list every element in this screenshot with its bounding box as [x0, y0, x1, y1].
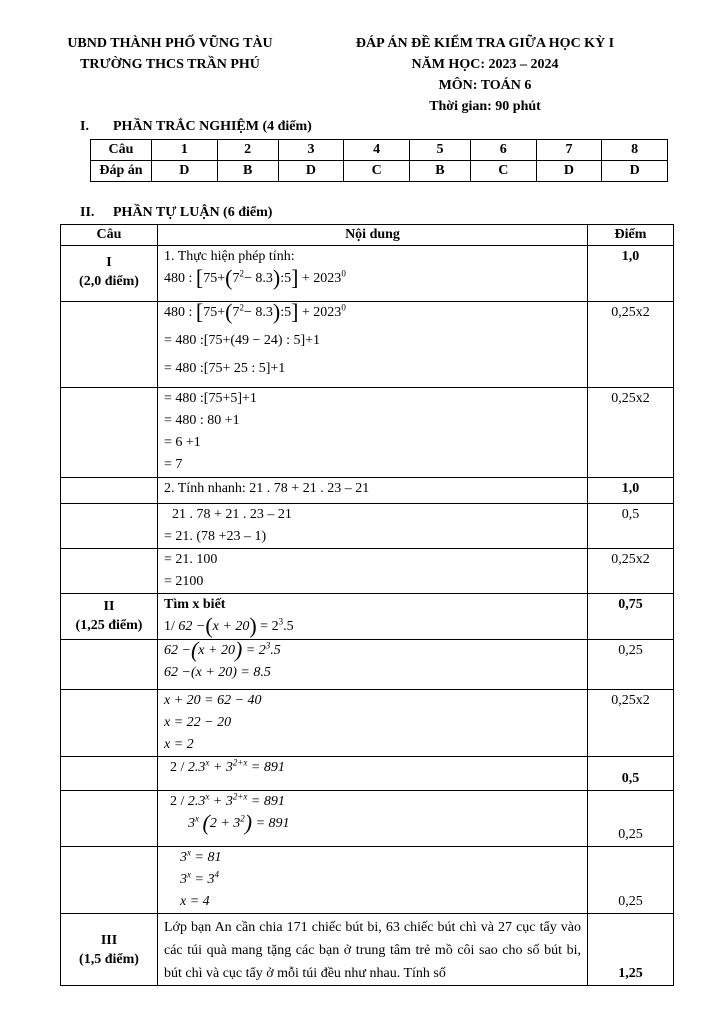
mc-question: 4 [344, 140, 410, 161]
mc-answer: B [217, 161, 278, 182]
mc-answer: D [278, 161, 344, 182]
subject: MÔN: TOÁN 6 [438, 78, 532, 93]
table-row [61, 549, 674, 594]
section1-heading [80, 119, 312, 135]
table-header-row [61, 225, 674, 246]
mc-answer: C [470, 161, 536, 182]
content-cell [158, 847, 588, 914]
mc-answer: D [152, 161, 218, 182]
question-cell [61, 594, 158, 640]
score-cell: 0,5 [588, 504, 674, 549]
content-cell [158, 690, 588, 757]
mc-question: 6 [470, 140, 536, 161]
table-row [61, 914, 674, 986]
question-number: III [100, 933, 118, 948]
mc-question: 5 [409, 140, 470, 161]
question-points: (1,25 điểm) [75, 618, 143, 633]
content-cell [158, 637, 588, 690]
content-cell [158, 246, 588, 302]
step-line: x + 20 = 62 − 40 [164, 693, 262, 708]
score-cell: 0,25x2 [588, 549, 674, 594]
expression: 480 : [$75+(7^2-$ 8.3):5] + $2023^0$ [164, 299, 346, 324]
mc-question-label: Câu [91, 140, 152, 161]
equation: $62 -(x + 20) = 2^3.5$ [164, 637, 281, 662]
duration: Thời gian: 90 phút [429, 99, 541, 114]
mc-question: 1 [152, 140, 218, 161]
content-cell [158, 388, 588, 478]
content-cell [158, 299, 588, 388]
step-line: 62 −(x + 20) = 8.5 [164, 665, 271, 680]
score-cell: 0,25 [588, 640, 674, 690]
header-right [330, 36, 640, 115]
score-cell: 0,25 [588, 791, 674, 847]
score-cell: 0,25x2 [588, 690, 674, 757]
step-line: 3$^x$ $(2 + 3^2) = 891$ [188, 810, 290, 835]
problem-text: Lớp bạn An cần chia 171 chiếc bút bi, 63 chiếc bút chì và 27 cục tẩy vào các túi quà mang tặng các bạn ở trung tâm trẻ mồ côi sao cho số bút bi, bút chì và cục tẩy ở mỗi túi đều như nhau. Tính số [164, 920, 581, 981]
table-row [61, 690, 674, 757]
mc-question: 3 [278, 140, 344, 161]
equation: $2 / 2.3^x + 3^{2+x} = 891$ [170, 757, 285, 775]
school-name: TRƯỜNG THCS TRẦN PHÚ [80, 57, 260, 72]
table-row [61, 246, 674, 302]
step-line: x = 22 − 20 [164, 715, 232, 730]
step-line: = 480 : 80 +1 [164, 413, 240, 428]
content-cell [158, 549, 588, 594]
table-row [61, 302, 674, 388]
question-number: II [103, 599, 115, 614]
mc-question: 2 [217, 140, 278, 161]
table-row [61, 594, 674, 640]
question-cell [61, 246, 158, 302]
mc-question: 8 [602, 140, 668, 161]
table-row [61, 388, 674, 478]
score-cell: 0,25 [588, 847, 674, 914]
step-line: = 480 :[75+ 25 : 5]+1 [164, 361, 286, 376]
step-line: = 21. 100 [164, 552, 218, 567]
mc-answer: C [344, 161, 410, 182]
table-row [61, 791, 674, 847]
step-line: $3^x = 3^4$ [180, 869, 219, 887]
step-line: = 480 :[75+(49 − 24) : 5]+1 [164, 333, 321, 348]
step-line: = 21. (78 +23 – 1) [164, 529, 267, 544]
question-points: (2,0 điểm) [79, 274, 139, 289]
question-points: (1,5 điểm) [79, 952, 139, 967]
header-left [40, 36, 300, 73]
part-title: 2. Tính nhanh: 21 . 78 + 21 . 23 – 21 [164, 481, 370, 496]
score-cell: 1,0 [588, 246, 674, 302]
mc-question: 7 [536, 140, 602, 161]
content-cell [158, 478, 588, 504]
step-line: 21 . 78 + 21 . 23 – 21 [172, 507, 292, 522]
score-cell: 0,25x2 [588, 388, 674, 478]
dept-name: UBND THÀNH PHỐ VŨNG TÀU [67, 36, 273, 51]
step-line: = 480 :[75+5]+1 [164, 391, 257, 406]
step-line: = 7 [164, 457, 183, 472]
score-cell: 0,75 [588, 594, 674, 640]
mc-answer: D [602, 161, 668, 182]
content-cell [158, 757, 588, 791]
part-title: Tìm x biết [164, 597, 226, 612]
question-cell [61, 914, 158, 986]
table-row [61, 757, 674, 791]
step-line: x = 2 [164, 737, 194, 752]
col-header-content: Nội dung [158, 225, 588, 246]
mc-answer-row [91, 161, 668, 182]
expression: 480 : [$75+(7^2-$ 8.3):5] + $2023^0$ [164, 265, 346, 290]
content-cell [158, 504, 588, 549]
score-cell: 1,0 [588, 478, 674, 504]
table-row [61, 478, 674, 504]
section2-heading [80, 205, 272, 221]
section2-title: PHẦN TỰ LUẬN (6 điểm) [113, 205, 273, 220]
question-number: I [106, 255, 112, 270]
table-row [61, 640, 674, 690]
score-cell: 1,25 [588, 914, 674, 986]
content-cell [158, 914, 588, 986]
doc-title: ĐÁP ÁN ĐỀ KIỂM TRA GIỮA HỌC KỲ I [355, 36, 615, 51]
step-line: = 6 +1 [164, 435, 201, 450]
col-header-question: Câu [61, 225, 158, 246]
table-row [61, 847, 674, 914]
equation: $2 / 2.3^x + 3^{2+x} = 891$ [170, 791, 285, 809]
score-cell: 0,5 [588, 757, 674, 791]
table-row [61, 504, 674, 549]
section1-title: PHẦN TRẮC NGHIỆM (4 điểm) [113, 119, 312, 134]
multiple-choice-table [90, 139, 668, 182]
score-cell: 0,25x2 [588, 302, 674, 388]
section1-number: I. [80, 119, 89, 134]
mc-answer: B [409, 161, 470, 182]
col-header-score: Điểm [588, 225, 674, 246]
mc-question-row [91, 140, 668, 161]
step-line: = 2100 [164, 574, 204, 589]
content-cell [158, 594, 588, 640]
step-line: x = 4 [180, 894, 210, 909]
school-year: NĂM HỌC: 2023 – 2024 [411, 57, 559, 72]
content-cell [158, 791, 588, 847]
equation: 1/ $62 -(x + 20) = 2^3.5$ [164, 613, 294, 638]
step-line: 3$^x$ = 81 [180, 847, 222, 865]
part-title: 1. Thực hiện phép tính: [164, 249, 295, 264]
section2-number: II. [80, 205, 95, 220]
essay-answer-table [60, 224, 674, 986]
mc-answer: D [536, 161, 602, 182]
mc-answer-label: Đáp án [91, 161, 152, 182]
